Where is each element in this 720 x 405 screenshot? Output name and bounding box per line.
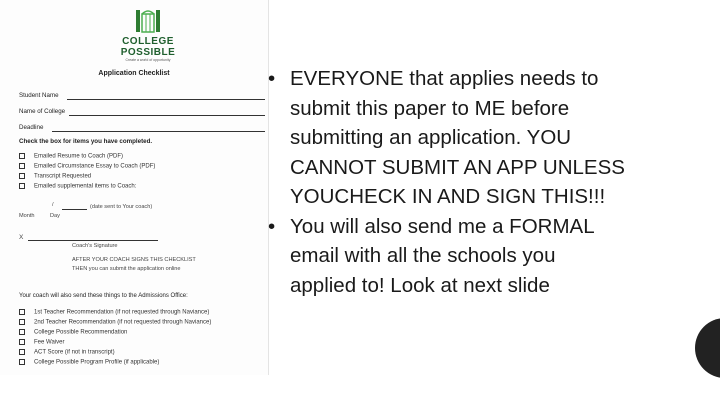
bullet-formal-email: [268, 212, 708, 301]
bullet-line: You will also send me a FORMAL: [290, 214, 595, 238]
checkbox[interactable]: [19, 163, 25, 169]
decorative-circle: [695, 318, 720, 378]
bullet-line: CANNOT SUBMIT AN APP UNLESS: [290, 155, 625, 179]
bullet-dot: •: [268, 67, 276, 90]
coach-item: College Possible Recommendation: [19, 329, 127, 336]
bullet-line: submit this paper to ME before: [290, 96, 570, 120]
checklist-item: Transcript Requested: [19, 173, 91, 180]
document-title: Application Checklist: [98, 70, 170, 77]
logo-tagline: Create a world of opportunity: [125, 58, 171, 62]
bullet-line: YOUCHECK IN AND SIGN THIS!!!: [290, 185, 606, 208]
after-instruction-line2: THEN you can submit the application online: [72, 266, 181, 272]
checkbox[interactable]: [19, 319, 25, 325]
coach-item: ACT Score (if not in transcript): [19, 349, 115, 356]
bullet-line: submitting an application. YOU: [290, 126, 572, 149]
bullet-line: EVERYONE that applies needs to: [290, 67, 599, 90]
date-line: [62, 209, 87, 210]
day-label: Day: [50, 213, 60, 219]
bullet-dot: •: [268, 214, 276, 238]
coach-item: College Possible Program Profile (if applicable): [19, 359, 159, 366]
coach-signature-label: Coach's Signature: [72, 243, 118, 249]
signature-x-mark: X: [19, 234, 24, 241]
signature-line: [28, 240, 158, 241]
date-slash: /: [52, 202, 54, 208]
deadline-label: Deadline: [19, 124, 44, 131]
college-possible-logo: [108, 4, 188, 63]
checkbox[interactable]: [19, 309, 25, 315]
logo-possible-text: POSSIBLE: [120, 47, 176, 58]
checkbox[interactable]: [19, 339, 25, 345]
after-instruction-line1: AFTER YOUR COACH SIGNS THIS CHECKLIST: [72, 257, 196, 263]
bullet-line: applied to! Look at next slide: [290, 273, 550, 297]
checkbox[interactable]: [19, 153, 25, 159]
coach-item: Fee Waiver: [19, 339, 64, 346]
logo-college-text: COLLEGE: [122, 36, 174, 47]
student-name-line: [67, 99, 265, 100]
checklist-heading: Check the box for items you have completed.: [19, 138, 153, 145]
checkbox[interactable]: [19, 349, 25, 355]
checkbox[interactable]: [19, 173, 25, 179]
slide-bullets: [268, 64, 708, 300]
month-label: Month: [19, 213, 35, 219]
coach-send-heading: Your coach will also send these things to the Admissions Office:: [19, 293, 188, 299]
college-name-line: [69, 115, 265, 116]
checkbox[interactable]: [19, 329, 25, 335]
coach-item: 2nd Teacher Recommendation (if not requested through Naviance): [19, 319, 211, 326]
deadline-line: [52, 131, 265, 132]
bullet-everyone-applies: [268, 64, 708, 212]
checkbox[interactable]: [19, 359, 25, 365]
gate-icon: [133, 4, 163, 34]
checkbox[interactable]: [19, 183, 25, 189]
bullet-line: email with all the schools you: [290, 244, 556, 267]
checklist-item: Emailed Resume to Coach (PDF): [19, 153, 123, 160]
checklist-item: Emailed supplemental items to Coach:: [19, 183, 136, 190]
checklist-document: [0, 0, 269, 375]
college-name-label: Name of College: [19, 108, 66, 115]
student-name-label: Student Name: [19, 92, 59, 99]
coach-item: 1st Teacher Recommendation (if not requested through Naviance): [19, 309, 209, 316]
date-sent-label: (date sent to Your coach): [90, 204, 153, 210]
checklist-item: Emailed Circumstance Essay to Coach (PDF): [19, 163, 155, 170]
